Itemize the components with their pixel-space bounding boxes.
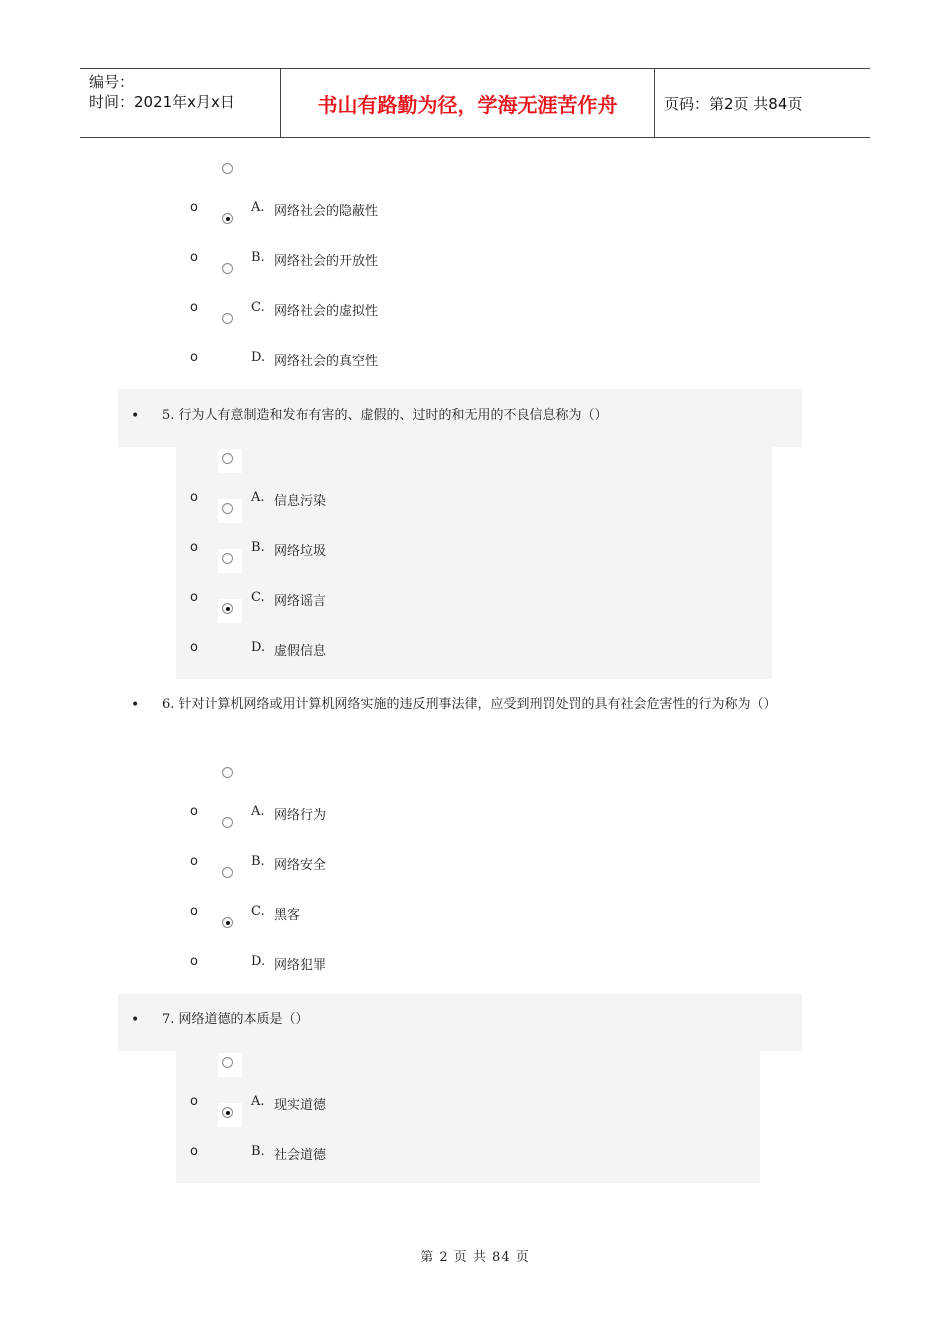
radio-button-icon[interactable] xyxy=(222,817,233,828)
option-label: 黑客 xyxy=(274,908,301,923)
bullet-icon: o xyxy=(190,904,198,919)
bullet-icon: o xyxy=(190,490,198,505)
bullet-icon: o xyxy=(190,540,198,555)
option-letter: C. xyxy=(251,904,265,919)
option-label: 网络社会的真空性 xyxy=(274,354,379,369)
radio-box xyxy=(218,159,242,183)
option-letter: B. xyxy=(251,250,265,265)
option-label: 网络社会的开放性 xyxy=(274,254,379,269)
page-header xyxy=(80,68,870,138)
radio-button-icon[interactable] xyxy=(222,163,233,174)
option-letter: C. xyxy=(251,300,265,315)
bullet-icon: o xyxy=(190,590,198,605)
radio-button-icon[interactable] xyxy=(222,1057,233,1068)
radio-button-icon[interactable] xyxy=(222,867,233,878)
radio-box xyxy=(218,449,242,473)
answer-option[interactable] xyxy=(190,937,490,973)
doc-number-label: 编号： xyxy=(89,73,135,91)
radio-box xyxy=(218,549,242,573)
bullet-icon: o xyxy=(190,640,198,655)
option-letter: A. xyxy=(251,490,265,505)
radio-box xyxy=(218,1103,242,1127)
option-letter: B. xyxy=(251,854,265,869)
option-label: 信息污染 xyxy=(274,494,327,509)
radio-box xyxy=(218,499,242,523)
bullet-icon: o xyxy=(190,854,198,869)
option-letter: C. xyxy=(251,590,265,605)
header-page-info: 页码：第2页 共84页 xyxy=(664,94,803,113)
page-footer: 第 2 页 共 84 页 xyxy=(420,1250,530,1265)
option-letter: B. xyxy=(251,1144,265,1159)
bullet-icon: • xyxy=(131,697,140,713)
option-label: 现实道德 xyxy=(274,1098,327,1113)
option-label: 网络谣言 xyxy=(274,594,327,609)
radio-box xyxy=(218,763,242,787)
bullet-icon: o xyxy=(190,954,198,969)
question-5-text: 5. 行为人有意制造和发布有害的、虚假的、过时的和无用的不良信息称为（） xyxy=(162,408,608,423)
radio-box xyxy=(218,309,242,333)
header-motto: 书山有路勤为径，学海无涯苦作舟 xyxy=(281,69,655,137)
bullet-icon: o xyxy=(190,350,198,365)
option-label: 网络社会的虚拟性 xyxy=(274,304,379,319)
radio-box xyxy=(218,259,242,283)
option-letter: D. xyxy=(251,640,266,655)
question-7-options-band xyxy=(176,1051,760,1183)
radio-box xyxy=(218,599,242,623)
radio-button-icon[interactable] xyxy=(222,503,233,514)
radio-button-icon[interactable] xyxy=(222,767,233,778)
radio-button-icon[interactable] xyxy=(222,313,233,324)
option-label: 网络安全 xyxy=(274,858,327,873)
question-6-text: 6. 针对计算机网络或用计算机网络实施的违反刑事法律，应受到刑罚处罚的具有社会危害性的行为称为（） xyxy=(162,697,777,712)
bullet-icon: o xyxy=(190,250,198,265)
answer-option[interactable] xyxy=(190,1127,490,1163)
radio-box xyxy=(218,813,242,837)
radio-button-icon[interactable] xyxy=(222,917,233,928)
radio-button-icon[interactable] xyxy=(222,603,233,614)
option-label: 网络行为 xyxy=(274,808,327,823)
bullet-icon: o xyxy=(190,804,198,819)
option-label: 社会道德 xyxy=(274,1148,327,1163)
option-label: 网络社会的隐蔽性 xyxy=(274,204,379,219)
option-letter: A. xyxy=(251,200,265,215)
option-label: 虚假信息 xyxy=(274,644,327,659)
doc-time-label: 时间：2021年x月x日 xyxy=(89,93,235,111)
option-letter: A. xyxy=(251,804,265,819)
option-letter: A. xyxy=(251,1094,265,1109)
option-letter: D. xyxy=(251,954,266,969)
bullet-icon: • xyxy=(131,408,140,424)
radio-box xyxy=(218,209,242,233)
answer-option[interactable] xyxy=(190,333,490,369)
option-label: 网络犯罪 xyxy=(274,958,327,973)
bullet-icon: o xyxy=(190,1144,198,1159)
radio-box xyxy=(218,913,242,937)
radio-button-icon[interactable] xyxy=(222,553,233,564)
radio-box xyxy=(218,863,242,887)
header-meta xyxy=(80,69,281,137)
bullet-icon: o xyxy=(190,200,198,215)
bullet-icon: o xyxy=(190,300,198,315)
radio-button-icon[interactable] xyxy=(222,213,233,224)
radio-button-icon[interactable] xyxy=(222,263,233,274)
option-label: 网络垃圾 xyxy=(274,544,327,559)
bullet-icon: o xyxy=(190,1094,198,1109)
answer-option[interactable] xyxy=(190,623,490,659)
radio-button-icon[interactable] xyxy=(222,453,233,464)
option-letter: D. xyxy=(251,350,266,365)
question-7-text: 7. 网络道德的本质是（） xyxy=(162,1012,309,1027)
radio-box xyxy=(218,1053,242,1077)
option-letter: B. xyxy=(251,540,265,555)
radio-button-icon[interactable] xyxy=(222,1107,233,1118)
bullet-icon: • xyxy=(131,1012,140,1028)
